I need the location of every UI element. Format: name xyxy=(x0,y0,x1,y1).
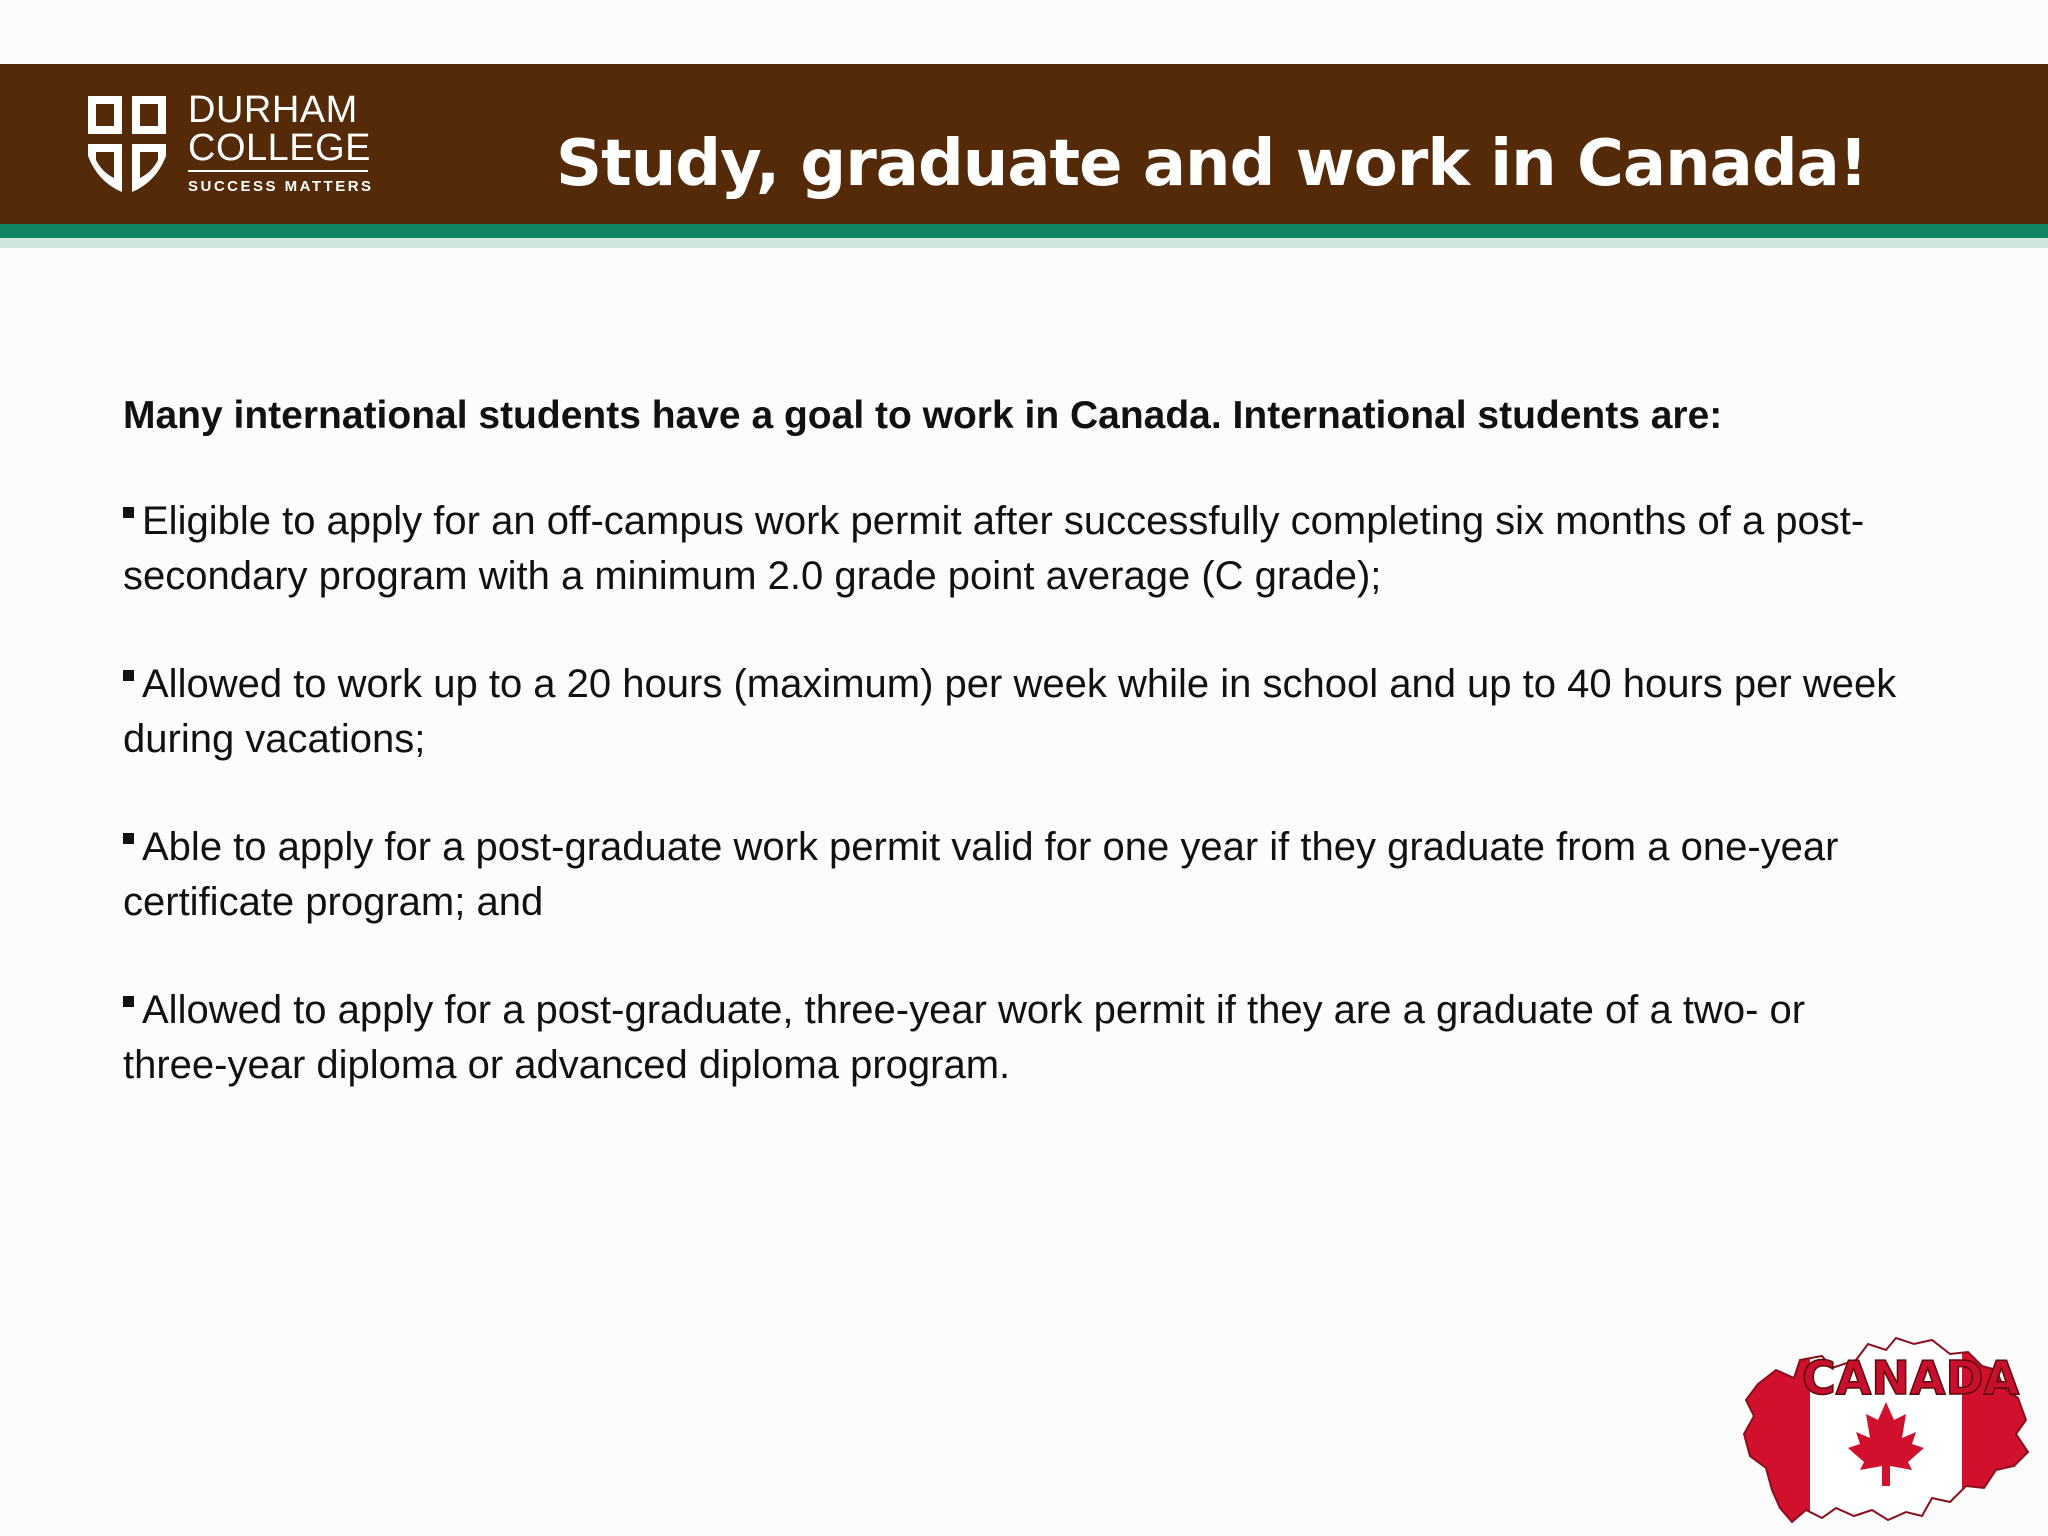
square-bullet-icon xyxy=(123,670,134,681)
logo-line-durham: DURHAM xyxy=(188,89,358,131)
bullet-item xyxy=(123,820,1903,930)
square-bullet-icon xyxy=(123,507,134,518)
slide-body xyxy=(123,388,1903,1146)
intro-paragraph: Many international students have a goal to work in Canada. International students are: xyxy=(123,394,1723,437)
logo-tagline: SUCCESS MATTERS xyxy=(188,178,374,195)
durham-college-shield-icon xyxy=(86,94,168,194)
logo-line-college: COLLEGE xyxy=(188,130,368,172)
slide-title: Study, graduate and work in Canada! xyxy=(556,127,1868,201)
bullet-item xyxy=(123,983,1903,1093)
square-bullet-icon xyxy=(123,996,134,1007)
durham-college-logo xyxy=(86,89,376,196)
header-accent-stripe xyxy=(0,224,2048,238)
logo-wordmark xyxy=(188,89,374,195)
bullet-text: Allowed to apply for a post-graduate, three-year work permit if they are a graduate of a two- or three-year diploma or advanced diploma program. xyxy=(123,988,1806,1087)
bullet-text: Eligible to apply for an off-campus work permit after successfully completing six months of a post-secondary program with a minimum 2.0 grade point average (C grade); xyxy=(123,499,1865,598)
canada-map-flag-icon xyxy=(1736,1330,2036,1526)
bullet-item xyxy=(123,494,1903,604)
canada-word: CANADA xyxy=(1802,1351,2020,1405)
bullet-text: Able to apply for a post-graduate work permit valid for one year if they graduate from a one-year certificate program; and xyxy=(123,825,1839,924)
header-accent-stripe-light xyxy=(0,238,2048,248)
square-bullet-icon xyxy=(123,833,134,844)
bullet-text: Allowed to work up to a 20 hours (maximum) per week while in school and up to 40 hours per week during vacations; xyxy=(123,662,1897,761)
bullet-item xyxy=(123,657,1903,767)
